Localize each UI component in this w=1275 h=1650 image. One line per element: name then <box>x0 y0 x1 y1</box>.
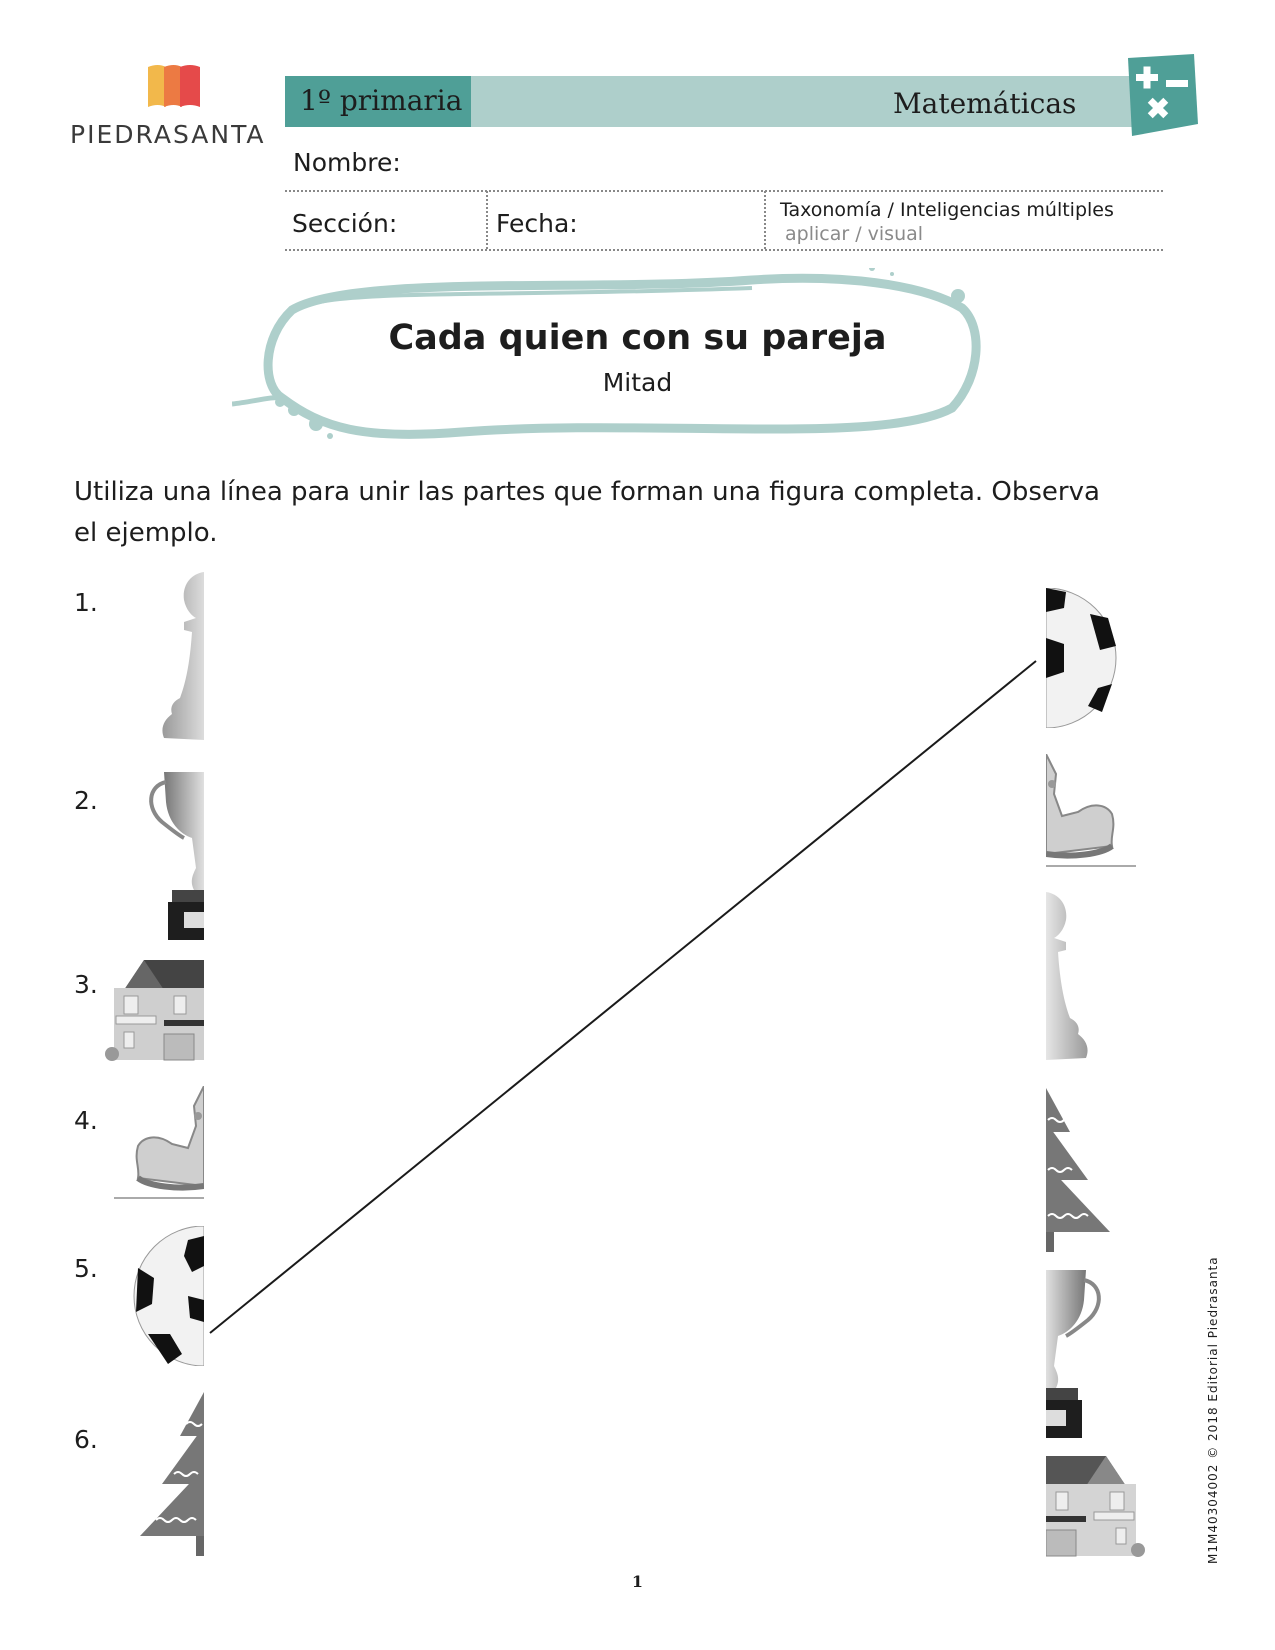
page-number: 1 <box>631 1572 644 1591</box>
grade-badge <box>285 76 471 127</box>
activity-subtitle: Mitad <box>602 368 673 397</box>
title-brush-frame <box>232 268 984 448</box>
name-label: Nombre: <box>293 148 401 177</box>
taxonomy-label: Taxonomía / Inteligencias múltiples <box>780 199 1114 221</box>
instructions: Utiliza una línea para unir las partes que forman una figura completa. Observa el ejemplo. <box>74 477 1100 548</box>
grade-label: 1º primaria <box>300 84 463 117</box>
name-field-line[interactable] <box>285 190 1163 192</box>
activity-title: Cada quien con su pareja <box>388 318 887 358</box>
christmas-tree-left-half-icon[interactable] <box>140 1392 204 1556</box>
house-right-half-icon[interactable] <box>1046 1456 1146 1558</box>
item-number-1: 1. <box>74 588 98 617</box>
copyright-code: M1M40304002 © 2018 Editorial Piedrasanta <box>1206 1256 1220 1564</box>
christmas-tree-right-half-icon[interactable] <box>1046 1088 1110 1252</box>
date-label: Fecha: <box>496 209 578 238</box>
piedrasanta-logo-icon <box>148 63 200 111</box>
section-date-field-line[interactable] <box>285 249 1163 251</box>
chess-pawn-right-half-icon[interactable] <box>1046 892 1090 1064</box>
taxonomy-value: aplicar / visual <box>785 223 924 245</box>
item-number-2: 2. <box>74 786 98 815</box>
crown-right-half-icon[interactable] <box>1046 754 1142 872</box>
math-operators-icon <box>1122 54 1198 138</box>
divider <box>764 191 766 249</box>
brand-name: PIEDRASANTA <box>70 120 266 149</box>
item-number-4: 4. <box>74 1106 98 1135</box>
section-label: Sección: <box>292 209 398 238</box>
item-number-3: 3. <box>74 970 98 999</box>
item-number-5: 5. <box>74 1254 98 1283</box>
chess-pawn-left-half-icon[interactable] <box>160 572 204 744</box>
subject-title: Matemáticas <box>893 87 1077 120</box>
trophy-right-half-icon[interactable] <box>1046 1270 1104 1440</box>
item-number-6: 6. <box>74 1425 98 1454</box>
crown-left-half-icon[interactable] <box>108 1086 204 1204</box>
trophy-left-half-icon[interactable] <box>146 772 204 942</box>
divider <box>486 191 488 249</box>
house-left-half-icon[interactable] <box>104 960 204 1062</box>
soccer-ball-right-half-icon[interactable] <box>1046 588 1120 728</box>
soccer-ball-left-half-icon[interactable] <box>130 1226 204 1366</box>
